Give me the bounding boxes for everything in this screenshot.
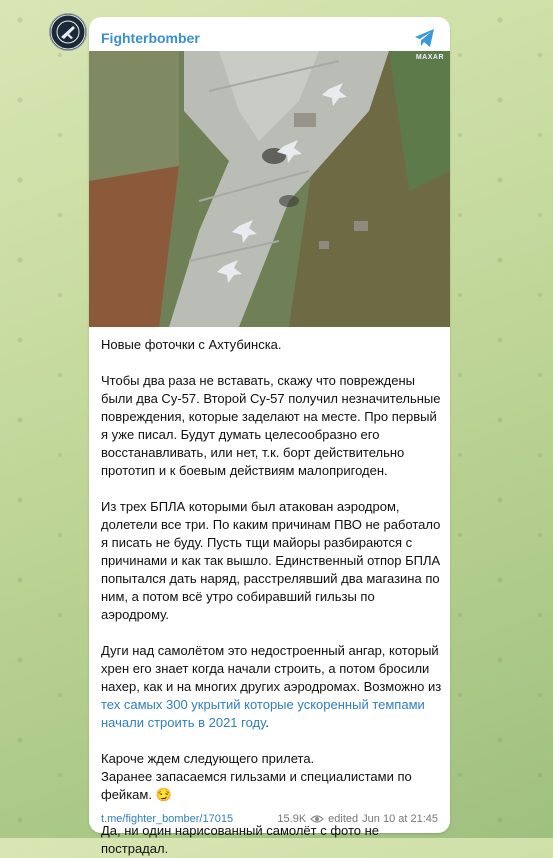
satellite-image [89,51,450,327]
eye-icon [310,814,324,824]
telegram-logo-icon[interactable] [412,25,438,51]
channel-name[interactable]: Fighterbomber [101,30,200,46]
post-paragraph-6: Да, ни один нарисованный самолёт с фото не пострадал. [101,823,380,856]
post-paragraph-2: Чтобы два раза не вставать, скажу что повреждены были два Су-57. Второй Су-57 получил незначительные повреждения, которые заделают на месте. Про первый я уже писал. Будут думать целесообразно его восстанавливать, или нет, т.к. борт действительно прототип и к боевым действиям малопригоден. [101,373,441,478]
edited-label: edited [328,813,359,825]
post-paragraph-3: Из трех БПЛА которыми был атакован аэродром, долетели все три. По каким причинам ПВО не работало я писать не буду. Пусть тщи майоры разбираются с причинами и как так вышло. Единственный отпор БПЛА попытался дать наряд, расстрелявший два магазина по ним, а потом всё утро собиравший гильзы по аэродрому. [101,499,441,622]
post-paragraph-4 [101,642,446,732]
post-permalink[interactable]: t.me/fighter_bomber/17015 [101,813,234,825]
post-paragraph-5b: Заранее запасаемся гильзами и специалистами по фейкам. 😏 [101,769,412,802]
view-count: 15.9K [277,813,307,825]
message-footer [101,811,438,827]
post-paragraph-4-text: Дуги над самолётом это недостроенный ангар, который хрен его знает когда начали строить, а потом бросили нахер, как и на многих других аэродромах. Возможно из [101,643,442,694]
post-paragraph-1: Новые фоточки с Ахтубинска. [101,337,282,352]
post-paragraph-4-end: . [265,715,269,730]
avatar-logo-icon [49,13,87,51]
message-bubble [89,17,450,856]
message-header [101,25,438,51]
photo-watermark: MAXAR [415,54,444,61]
post-photo[interactable] [89,51,450,327]
post-paragraph-5 [101,750,446,804]
channel-avatar[interactable] [49,13,87,51]
message-meta [277,813,438,825]
hangar-article-link[interactable]: тех самых 300 укрытий которые ускоренный темпами начали строить в 2021 году [101,697,425,730]
message-date: Jun 10 at 21:45 [362,813,438,825]
post-text [101,336,446,858]
post-paragraph-5a: Кароче ждем следующего прилета. [101,751,315,766]
